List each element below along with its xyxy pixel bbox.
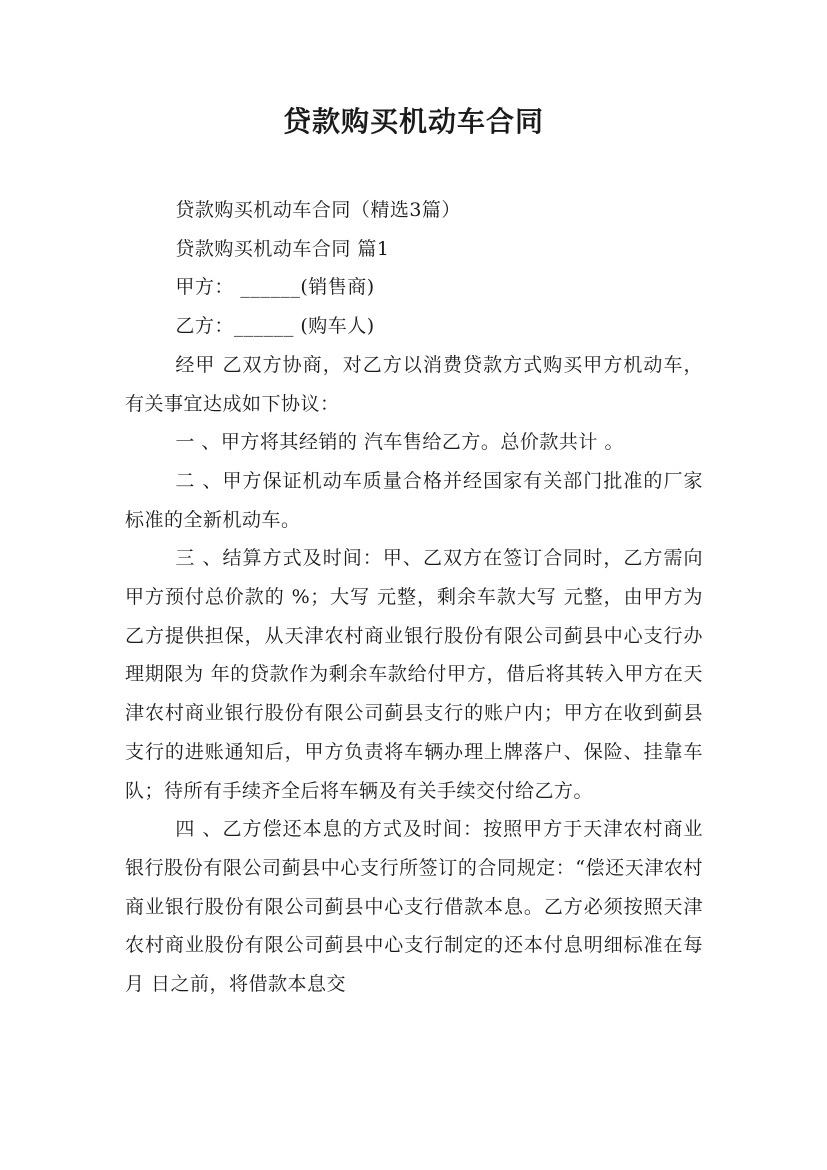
paragraph-party-b: 乙方：______ (购车人)	[175, 315, 375, 338]
document-title: 贷款购买机动车合同	[282, 105, 544, 138]
paragraph-subtitle: 贷款购买机动车合同（精选3篇）	[175, 199, 461, 221]
paragraph-clause-2: 二 、甲方保证机动车质量合格并经国家有关部门批准的厂家标准的全新机动车。	[125, 469, 703, 531]
paragraph-clause-3: 三 、结算方式及时间：甲、乙双方在签订合同时，乙方需向甲方预付总价款的 %；大写 元整，剩余车款大写 元整，由甲方为乙方提供担保，从天津农村商业银行股份有限公司蓟县中心支行办理期限为 年的贷款作为剩余车款给付甲方，借后将其转入甲方在天津农村商业银行股份有限公司蓟县支行的账户内；甲方在收到蓟县支行的进账通知后，甲方负责将车辆办理上牌落户、保险、挂靠车队；待所有手续齐全后将车辆及有关手续交付给乙方。	[125, 547, 703, 802]
paragraph-preamble: 经甲 乙双方协商，对乙方以消费贷款方式购买甲方机动车，有关事宜达成如下协议：	[125, 353, 703, 415]
paragraph-clause-1: 一 、甲方将其经销的 汽车售给乙方。总价款共计 。	[175, 431, 624, 454]
paragraph-section-heading: 贷款购买机动车合同 篇1	[175, 237, 390, 260]
paragraph-clause-4: 四 、乙方偿还本息的方式及时间：按照甲方于天津农村商业银行股份有限公司蓟县中心支行所签订的合同规定：“偿还天津农村商业银行股份有限公司蓟县中心支行借款本息。乙方必须按照天津农村商业股份有限公司蓟县中心支行制定的还本付息明细标准在每月 日之前，将借款本息交	[125, 818, 703, 996]
paragraph-party-a: 甲方： ______(销售商)	[175, 276, 375, 299]
document-body	[125, 191, 703, 1004]
